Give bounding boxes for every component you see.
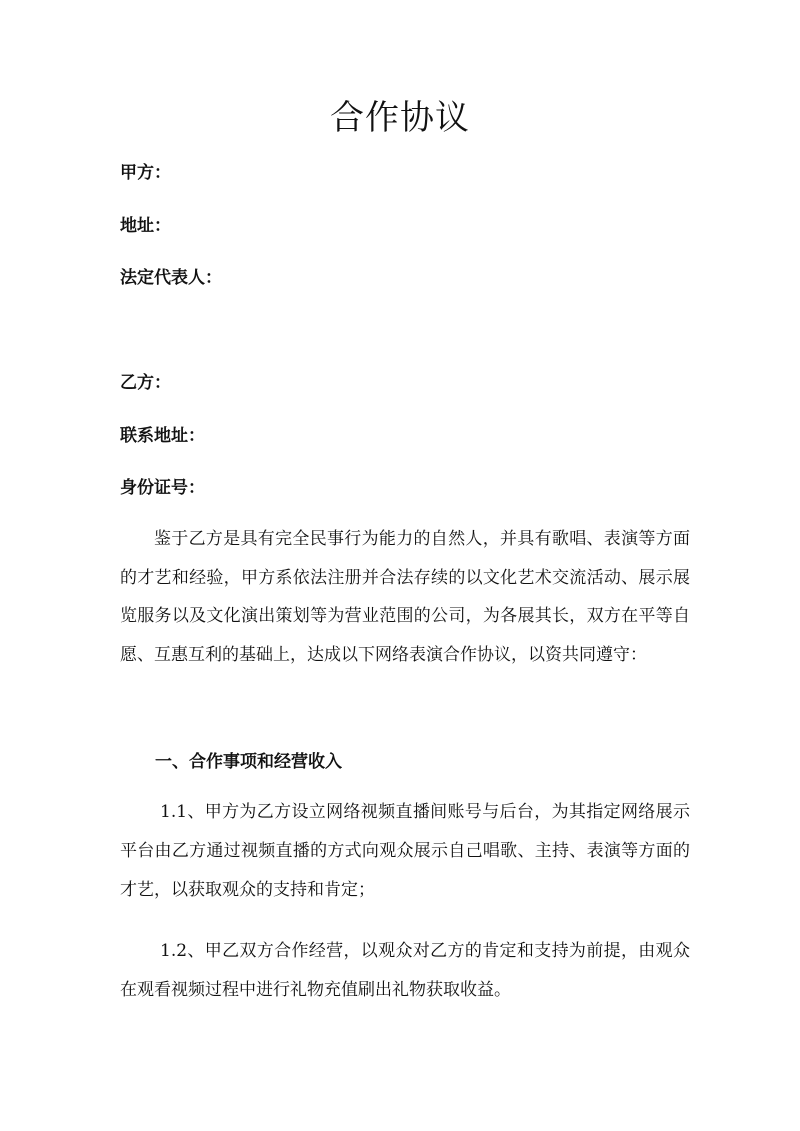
section-heading: 一、合作事项和经营收入: [155, 752, 342, 772]
party-a-legal-rep-label: 法定代表人：: [120, 268, 222, 288]
party-b-label: 乙方：: [120, 373, 171, 393]
party-a-address-label: 地址：: [120, 216, 171, 236]
clause-1-2: 1.2、甲乙双方合作经营，以观众对乙方的肯定和支持为前提，由观众在观看视频过程中进行礼物充值刷出礼物获取收益。: [120, 941, 690, 1000]
party-a-label: 甲方：: [120, 163, 171, 183]
document-title: 合作协议: [330, 98, 470, 138]
preamble-paragraph: 鉴于乙方是具有完全民事行为能力的自然人，并具有歌唱、表演等方面的才艺和经验，甲方系依法注册并合法存续的以文化艺术交流活动、展示展览服务以及文化演出策划等为营业范围的公司，为各展其长，双方在平等自愿、互惠互利的基础上，达成以下网络表演合作协议，以资共同遵守：: [120, 529, 690, 665]
clause-1-1: 1.1、甲方为乙方设立网络视频直播间账号与后台，为其指定网络展示平台由乙方通过视频直播的方式向观众展示自己唱歌、主持、表演等方面的才艺，以获取观众的支持和肯定；: [120, 802, 690, 900]
party-b-contact-address-label: 联系地址：: [120, 426, 205, 446]
party-b-id-number-label: 身份证号：: [120, 478, 205, 498]
